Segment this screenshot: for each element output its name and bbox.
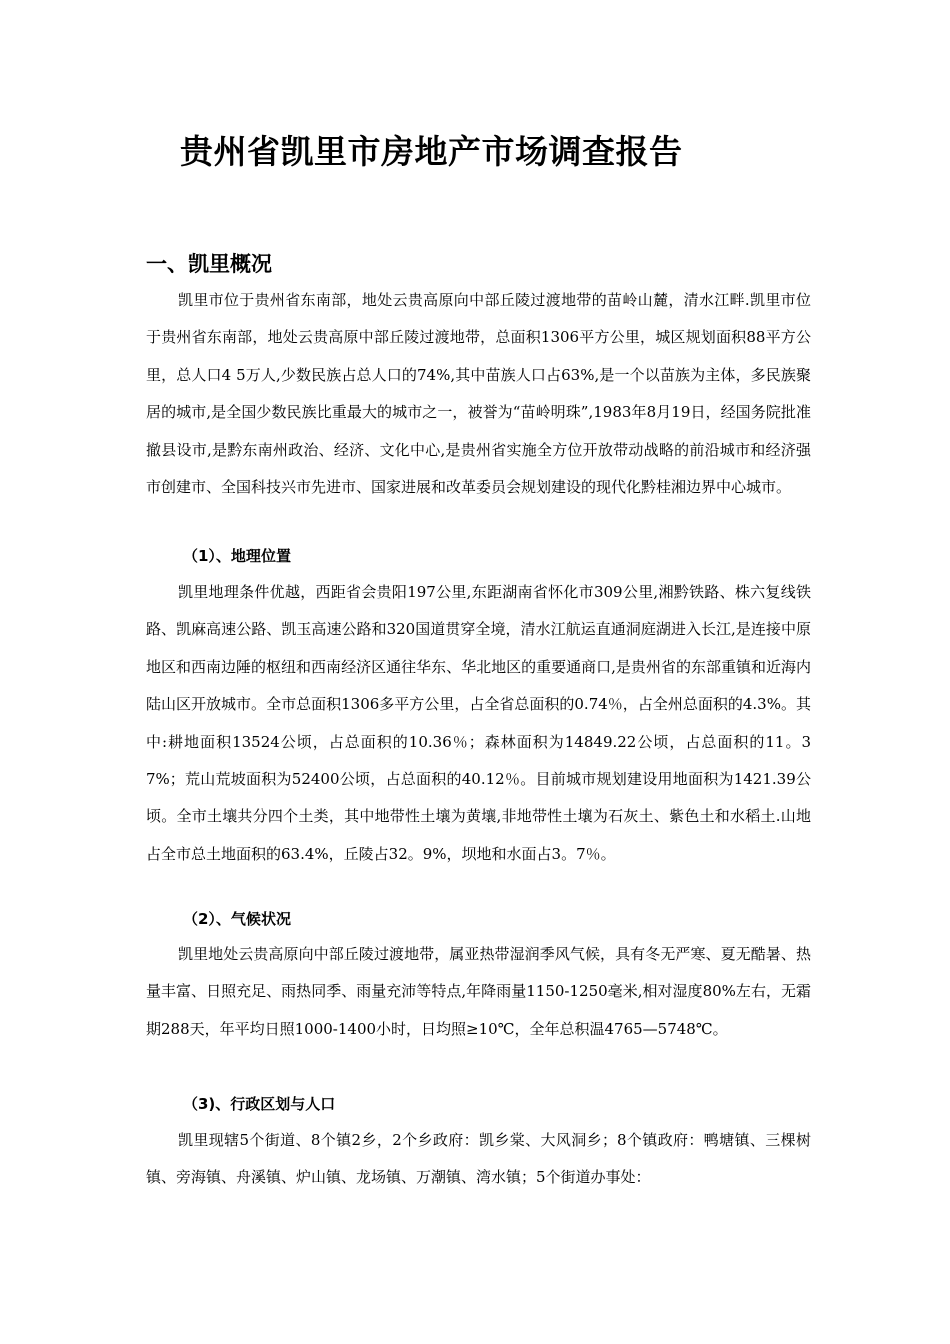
climate-paragraph: 凯里地处云贵高原向中部丘陵过渡地带，属亚热带湿润季风气候，具有冬无严寒、夏无酷暑、热量丰富、日照充足、雨热同季、雨量充沛等特点,年降雨量1150-1250毫米,相对湿度80%左右，无霜期288天，年平均日照1000-1400小时，日均照≥10℃，全年总积温4765—5748℃。 [146,945,811,1038]
geography-paragraph: 凯里地理条件优越，西距省会贵阳197公里,东距湖南省怀化市309公里,湘黔铁路、株六复线铁路、凯麻高速公路、凯玉高速公路和320国道贯穿全境，清水江航运直通洞庭湖进入长江,是连接中原地区和西南边陲的枢纽和西南经济区通往华东、华北地区的重要通商口,是贵州省的东部重镇和近海内陆山区开放城市。全市总面积1306多平方公里，占全省总面积的0.74％，占全州总面积的4.3%。其中:耕地面积13524公顷，占总面积的10.36％；森林面积为14849.22公顷，占总面积的11。37%；荒山荒坡面积为52400公顷，占总面积的40.12％。目前城市规划建设用地面积为1421.39公顷。全市土壤共分四个土类，其中地带性土壤为黄壤,非地带性土壤为石灰土、紫色土和水稻土.山地占全市总土地面积的63.4%，丘陵占32。9%，坝地和水面占3。7％。 [146,583,811,863]
section-heading-overview: 一、凯里概况 [146,252,272,276]
administration-paragraph: 凯里现辖5个街道、8个镇2乡，2个乡政府：凯乡棠、大风洞乡；8个镇政府：鸭塘镇、三棵树镇、旁海镇、舟溪镇、炉山镇、龙场镇、万潮镇、湾水镇；5个街道办事处： [146,1131,811,1187]
subheading-geography: （1）、地理位置 [183,547,291,565]
document-title: 贵州省凯里市房地产市场调查报告 [180,132,683,171]
subheading-climate: （2）、气候状况 [183,910,291,928]
overview-paragraph: 凯里市位于贵州省东南部，地处云贵高原向中部丘陵过渡地带的苗岭山麓，清水江畔.凯里市位于贵州省东南部，地处云贵高原中部丘陵过渡地带，总面积1306平方公里，城区规划面积88平方公里，总人口4 5万人,少数民族占总人口的74%,其中苗族人口占63%,是一个以苗族为主体，多民族聚居的城市,是全国少数民族比重最大的城市之一，被誉为“苗岭明珠”,1983年8月19日，经国务院批准撤县设市,是黔东南州政治、经济、文化中心,是贵州省实施全方位开放带动战略的前沿城市和经济强市创建市、全国科技兴市先进市、国家进展和改革委员会规划建设的现代化黔桂湘边界中心城市。 [146,291,811,497]
subheading-administration: （3)、行政区划与人口 [183,1095,336,1113]
